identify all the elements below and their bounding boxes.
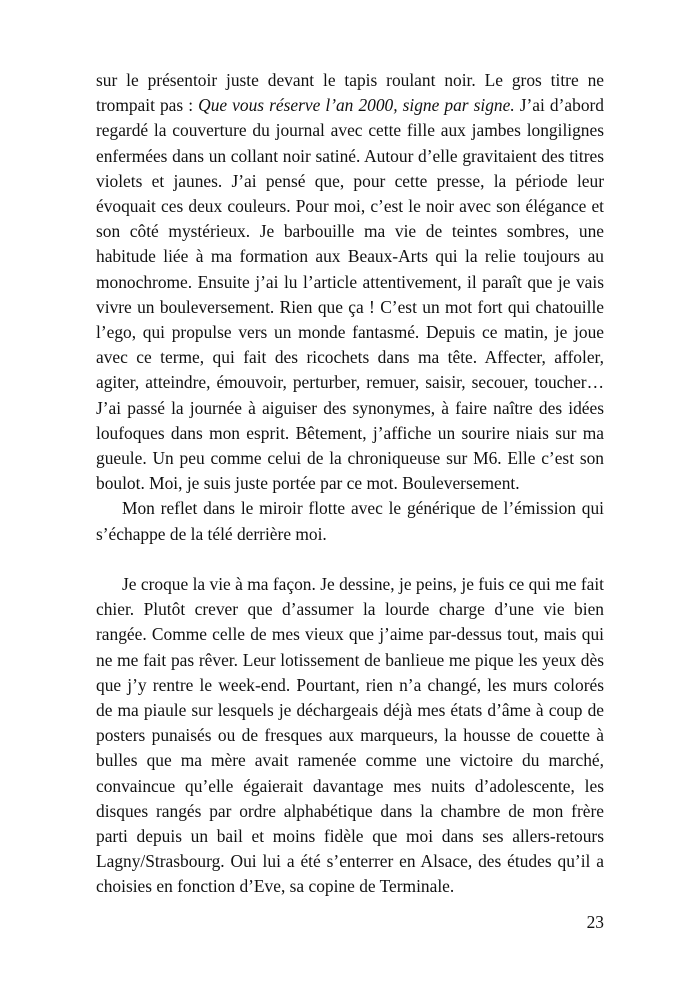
paragraph-1-text-before: sur le présentoir juste devant le tapis roulant noir. Le gros titre ne trompait pas : — [96, 70, 604, 116]
paragraph-2: Mon reflet dans le miroir flotte avec le générique de l’émission qui s’échappe de la télé derrière moi. — [96, 498, 604, 544]
paragraph-3: Je croque la vie à ma façon. Je dessine, je peins, je fuis ce qui me fait chier. Plutôt crever que d’assumer la lourde charge d’une vie bien rangée. Comme celle de mes vieux que j’aime par-dessus tout, mais qui ne me fait pas rêver. Leur lotissement de banlieue me pique les yeux dès que j’y rentre le week-end. Pourtant, rien n’a changé, les murs colorés de ma piaule sur lesquels je déchargeais déjà mes états d’âme à coup de posters punaisés ou de fresques aux marqueurs, la housse de couette à bulles que ma mère avait ramenée comme une victoire du marché, convaincue qu’elle égaierait davantage mes nuits d’adolescente, les disques rangés par ordre alphabétique dans la chambre de mon frère parti depuis un bail et moins fidèle que moi dans ses allers-retours Lagny/Strasbourg. Oui lui a été s’enterrer en Alsace, des études qu’il a choisies en fonction d’Eve, sa copine de Terminale. — [96, 574, 604, 897]
page-number: 23 — [586, 912, 604, 932]
paragraph-1-italic-title: Que vous réserve l’an 2000, signe par signe. — [198, 95, 515, 116]
section-break — [96, 547, 604, 572]
paragraph-1 — [96, 68, 604, 496]
document-page — [96, 68, 604, 900]
paragraph-1-text-after: J’ai d’abord regardé la couverture du journal avec cette fille aux jambes longilignes enfermées dans un collant noir satiné. Autour d’elle gravitaient des titres violets et jaunes. J’ai pensé que, pour cette presse, la période leur évoquait ces deux couleurs. Pour moi, c’est le noir avec son élégance et son côté mystérieux. Je barbouille ma vie de teintes sombres, une habitude liée à ma formation aux Beaux-Arts qui la relie toujours au monochrome. Ensuite j’ai lu l’article attentivement, il paraît que je vais vivre un bouleversement. Rien que ça ! C’est un mot fort qui chatouille l’ego, qui propulse vers un monde fantasmé. Depuis ce matin, je joue avec ce terme, qui fait des ricochets dans ma tête. Affecter, affoler, agiter, atteindre, émouvoir, perturber, remuer, saisir, secouer, toucher… J’ai passé la journée à aiguiser des synonymes, à faire naître des idées loufoques dans mon esprit. Bêtement, j’affiche un sourire niais sur ma gueule. Un peu comme celui de la chroniqueuse sur M6. Elle c’est son boulot. Moi, je suis juste portée par ce mot. Bouleversement. — [96, 95, 605, 494]
